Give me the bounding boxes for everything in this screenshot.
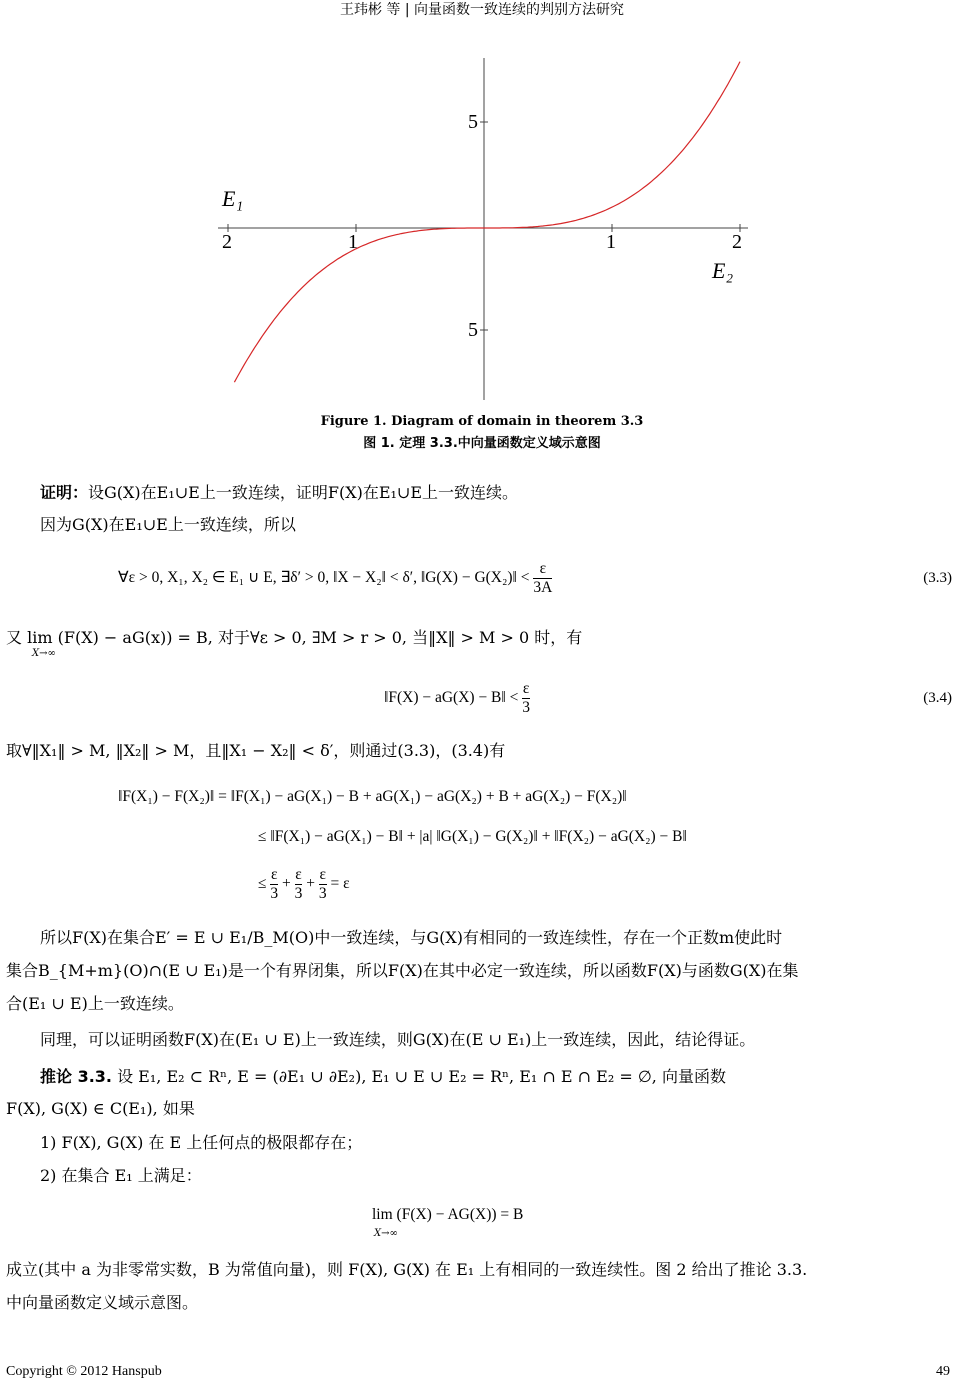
paragraph-5: 所以F(X)在集合E′ = E ∪ E₁/B_M(O)中一致连续，与G(X)有相同的一致连续性，存在一个正数m使此时 (40, 928, 783, 947)
equation-line-b: ≤ ‖F(X₁) − aG(X₁) − B‖ + |a| ‖G(X₁) − G(X₂)‖ + ‖F(X₂) − aG(X₂) − B‖ (258, 828, 687, 845)
p3-prefix: 又 (6, 628, 23, 647)
proof-paragraph (40, 482, 518, 504)
paragraph-4: 取∀‖X₁‖ > M, ‖X₂‖ > M，且‖X₁ − X₂‖ < δ′，则通过(3.3)，(3.4)有 (6, 741, 506, 760)
eq33-den: 3A (533, 579, 553, 596)
eqC-d1: 3 (270, 885, 279, 902)
paragraph-9: 成立(其中 a 为非零常实数，B 为常值向量)，则 F(X), G(X) 在 E₁ 上有相同的一致连续性。图 2 给出了推论 3.3. (6, 1260, 808, 1279)
paragraph-6: 集合B_{M+m}(O)∩(E ∪ E₁)是一个有界闭集，所以F(X)在其中必定一致连续，所以函数F(X)与函数G(X)在集 (6, 961, 799, 980)
eqC-tail: = ε (330, 875, 350, 893)
eqC-frac-1 (270, 866, 278, 903)
condition-2: 2) 在集合 E₁ 上满足： (40, 1166, 202, 1185)
domain-figure (218, 58, 748, 400)
paragraph-2: 因为G(X)在E₁∪E上一致连续，所以 (40, 515, 296, 534)
equation-3-3 (118, 560, 552, 597)
p3-text: lim (F(X) − aG(x)) = B, 对于∀ε > 0, ∃M > r > 0, 当‖X‖ > M > 0 时，有 (27, 628, 583, 647)
eqC-frac-2 (295, 866, 303, 903)
eq34-num: ε (522, 680, 530, 697)
eq34-body: ‖F(X) − aG(X) − B‖ < (384, 689, 519, 707)
equation-3-4 (384, 680, 530, 717)
running-header: 王玮彬 等 | 向量函数一致连续的判别方法研究 (339, 2, 625, 18)
figure-caption-en: Figure 1. Diagram of domain in theorem 3.3 (320, 414, 644, 429)
eqC-d2: 3 (294, 885, 303, 902)
tick-x-right-1: 1 (606, 231, 616, 253)
proof-text: 设G(X)在E₁∪E上一致连续，证明F(X)在E₁∪E上一致连续。 (88, 483, 519, 502)
equation-line-c (258, 866, 350, 903)
eq34-den: 3 (522, 699, 530, 716)
eqC-e2: ε (295, 866, 302, 883)
corollary-label: 推论 3.3. (40, 1067, 112, 1086)
paragraph-8: 同理，可以证明函数F(X)在(E₁ ∪ E)上一致连续，则G(X)在(E ∪ E₁)上一致连续，因此，结论得证。 (40, 1030, 756, 1049)
eq-number-3-4: (3.4) (923, 690, 952, 706)
eq-number-3-3: (3.3) (923, 570, 952, 586)
figure-caption-zh: 图 1. 定理 3.3.中向量函数定义域示意图 (363, 436, 601, 451)
eqC-e1: ε (271, 866, 278, 883)
paragraph-7: 合(E₁ ∪ E)上一致连续。 (6, 994, 184, 1013)
paragraph-3 (6, 627, 582, 649)
page-number: 49 (936, 1364, 950, 1379)
eqC-plus-2: + (306, 875, 316, 893)
proof-label: 证明： (40, 483, 89, 502)
corollary-text: 设 E₁, E₂ ⊂ Rⁿ, E = (∂E₁ ∪ ∂E₂), E₁ ∪ E ∪ E₂ = Rⁿ, E₁ ∩ E ∩ E₂ = ∅, 向量函数 (117, 1067, 726, 1086)
label-e2: E₂ (712, 258, 734, 283)
lim-subscript: X→∞ (32, 648, 56, 659)
eqC-d3: 3 (318, 885, 327, 902)
eq33-fraction (533, 560, 552, 597)
copyright: Copyright © 2012 Hanspub (6, 1364, 162, 1379)
eq33-body: ∀ε > 0, X₁, X₂ ∈ E₁ ∪ E, ∃δ′ > 0, ‖X − X₂‖ < δ′, ‖G(X) − G(X₂)‖ < (118, 569, 530, 587)
paragraph-10: 中向量函数定义域示意图。 (6, 1293, 199, 1312)
label-e1: E₁ (222, 186, 244, 211)
tick-y-bottom-5: 5 (468, 319, 478, 341)
corollary-line-2: F(X), G(X) ∈ C(E₁), 如果 (6, 1099, 195, 1118)
eqC-plus-1: + (282, 875, 291, 893)
equation-limit: lim (F(X) − AG(X)) = B (372, 1206, 524, 1223)
corollary (40, 1066, 726, 1088)
eqC-le: ≤ (258, 875, 267, 893)
eqC-frac-3 (319, 866, 327, 903)
tick-x-left-2: 2 (222, 231, 232, 253)
eq33-num: ε (539, 560, 547, 577)
eq34-fraction (522, 680, 530, 717)
tick-x-left-1: 1 (348, 231, 358, 253)
equation-limit-subscript: X→∞ (374, 1228, 398, 1239)
tick-y-top-5: 5 (468, 111, 478, 133)
eqC-e3: ε (319, 866, 327, 883)
equation-line-a: ‖F(X₁) − F(X₂)‖ = ‖F(X₁) − aG(X₁) − B + aG(X₁) − aG(X₂) + B + aG(X₂) − F(X₂)‖ (118, 788, 627, 805)
condition-1: 1) F(X), G(X) 在 E 上任何点的极限都存在； (40, 1133, 363, 1152)
tick-x-right-2: 2 (732, 231, 742, 253)
